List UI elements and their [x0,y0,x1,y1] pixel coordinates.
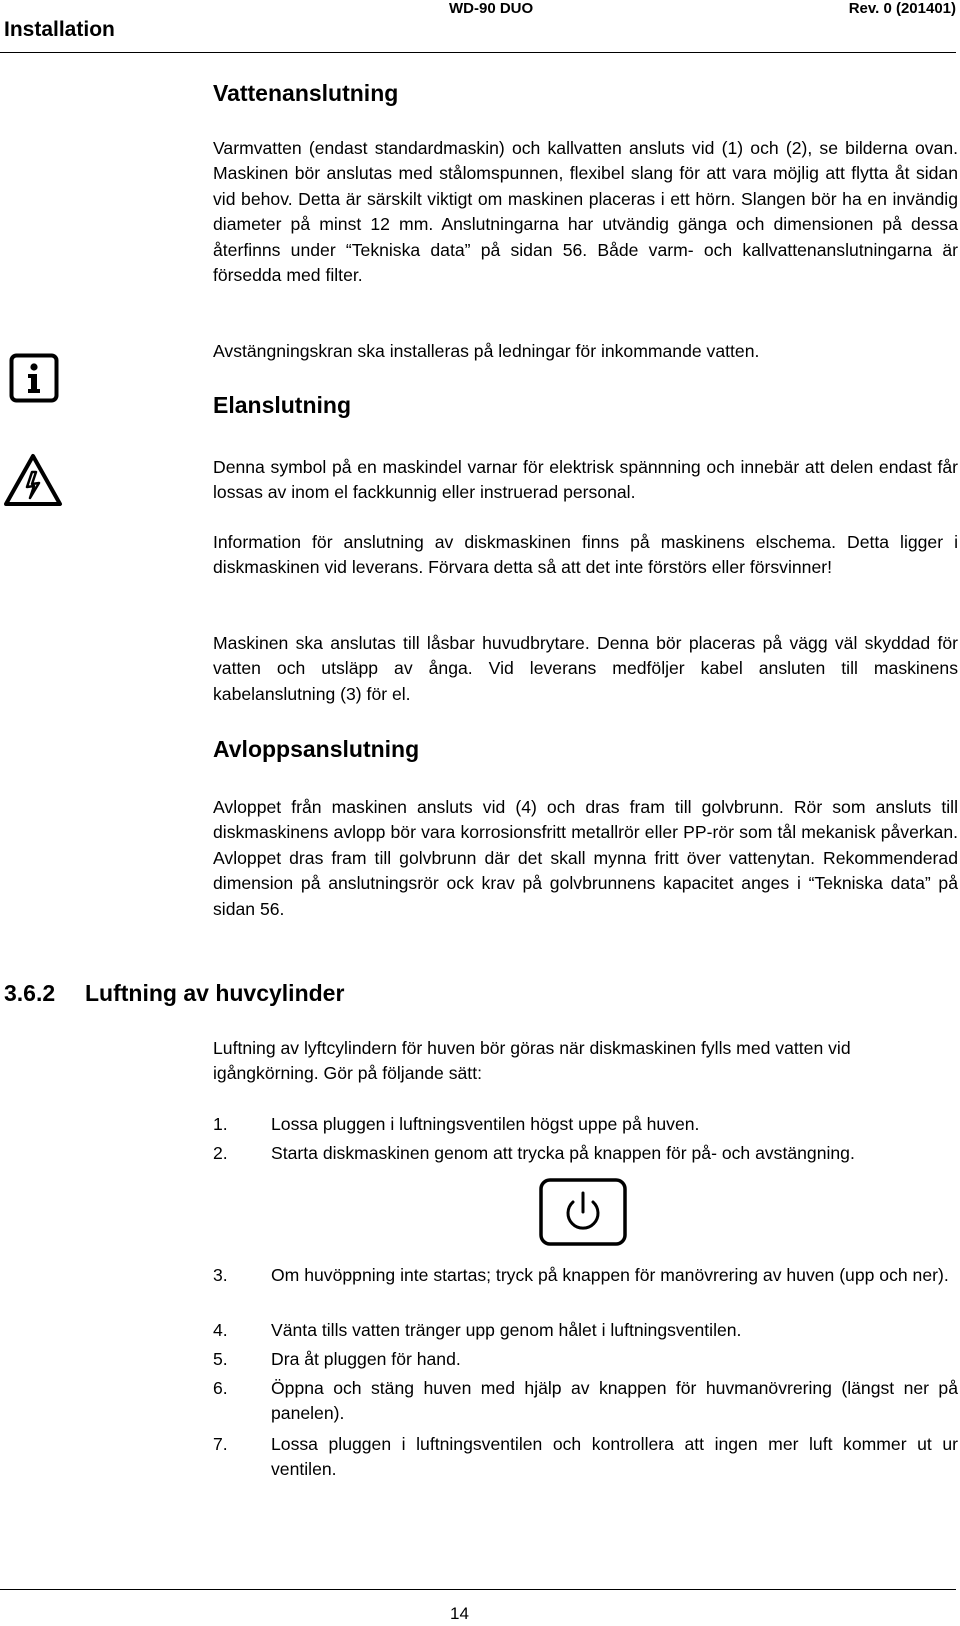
electric-p3: Maskinen ska anslutas till låsbar huvudbrytare. Denna bör placeras på vägg väl skyddad för vatten och utsläpp av ånga. Vid leverans medföljer kabel ansluten till maskinens kabelanslutning (3) för el. [213,633,958,704]
electric-hazard-icon [2,452,64,513]
list-item-text: Vänta tills vatten tränger upp genom hålet i luftningsventilen. [271,1320,742,1340]
water-body: Varmvatten (endast standardmaskin) och kallvatten ansluts vid (1) och (2), se bilderna ovan. Maskinen bör anslutas med stålomspunnen, flexibel slang för att vara möjlig att flytta åt sidan vid behov. Detta är särskilt viktigt om maskinen placeras i ett hörn. Slangen bör ha en invändig diameter på minst 12 mm. Anslutningarna har utvändig gänga och dimensionen på dessa återfinns under “Tekniska data” på sidan 56. Både varm- och kallvattenanslutningarna är försedda med filter. [213,138,958,286]
drain-body: Avloppet från maskinen ansluts vid (4) och dras fram till golvbrunn. Rör som ansluts till diskmaskinens avlopp bör vara korrosionsfritt metallrör eller PP-rör som tål mekanisk påverkan. Avloppet dras fram till golvbrunn där det skall mynna fritt över vattenytan. Rekommenderad dimension på anslutningsrör ock krav på golvbrunnens kapacitet anges i “Tekniska data” på sidan 56. [213,797,958,919]
list-item-text: Dra åt pluggen för hand. [271,1349,461,1369]
water-heading: Vattenanslutning [213,80,399,106]
list-item-text: Lossa pluggen i luftningsventilen och kontrollera att ingen mer luft kommer ut ur ventilen. [271,1434,958,1480]
list-item-number: 6. [213,1378,228,1398]
list-item-text: Lossa pluggen i luftningsventilen högst uppe på huven. [271,1114,700,1134]
header-section: Installation [4,18,115,41]
header-revision: Rev. 0 (201401) [848,0,956,17]
list-item-number: 7. [213,1434,228,1454]
list-item-text: Öppna och stäng huven med hjälp av knappen för huvmanövrering (längst ner på panelen). [271,1378,958,1424]
list-item-number: 2. [213,1143,228,1163]
electric-p2: Information för anslutning av diskmaskinen finns på maskinens elschema. Detta ligger i diskmaskinen vid leverans. Förvara detta så att det inte förstörs eller försvinner! [213,532,958,578]
water-note: Avstängningskran ska installeras på ledningar för inkommande vatten. [213,341,760,361]
header-model: WD-90 DUO [449,0,534,17]
section-title: Luftning av huvcylinder [85,980,345,1006]
page-number: 14 [450,1604,469,1623]
list-item-number: 4. [213,1320,228,1340]
venting-intro: Luftning av lyftcylindern för huven bör göras när diskmaskinen fylls med vatten vid igångkörning. Gör på följande sätt: [213,1038,851,1084]
header-rule [0,52,956,53]
drain-heading: Avloppsanslutning [213,736,420,762]
electric-p1: Denna symbol på en maskindel varnar för elektrisk spännning och innebär att delen endast får lossas av inom el fackkunnig eller instruerad personal. [213,457,958,503]
list-item-text: Starta diskmaskinen genom att trycka på knappen för på- och avstängning. [271,1143,855,1163]
section-number: 3.6.2 [4,980,56,1006]
list-item-number: 5. [213,1349,228,1369]
info-icon [9,353,59,408]
list-item-text: Om huvöppning inte startas; tryck på knappen för manövrering av huven (upp och ner). [271,1265,949,1285]
electric-heading: Elanslutning [213,392,351,418]
power-button-icon [539,1178,627,1251]
list-item-number: 1. [213,1114,228,1134]
list-item-number: 3. [213,1265,228,1285]
footer-rule [0,1589,956,1590]
